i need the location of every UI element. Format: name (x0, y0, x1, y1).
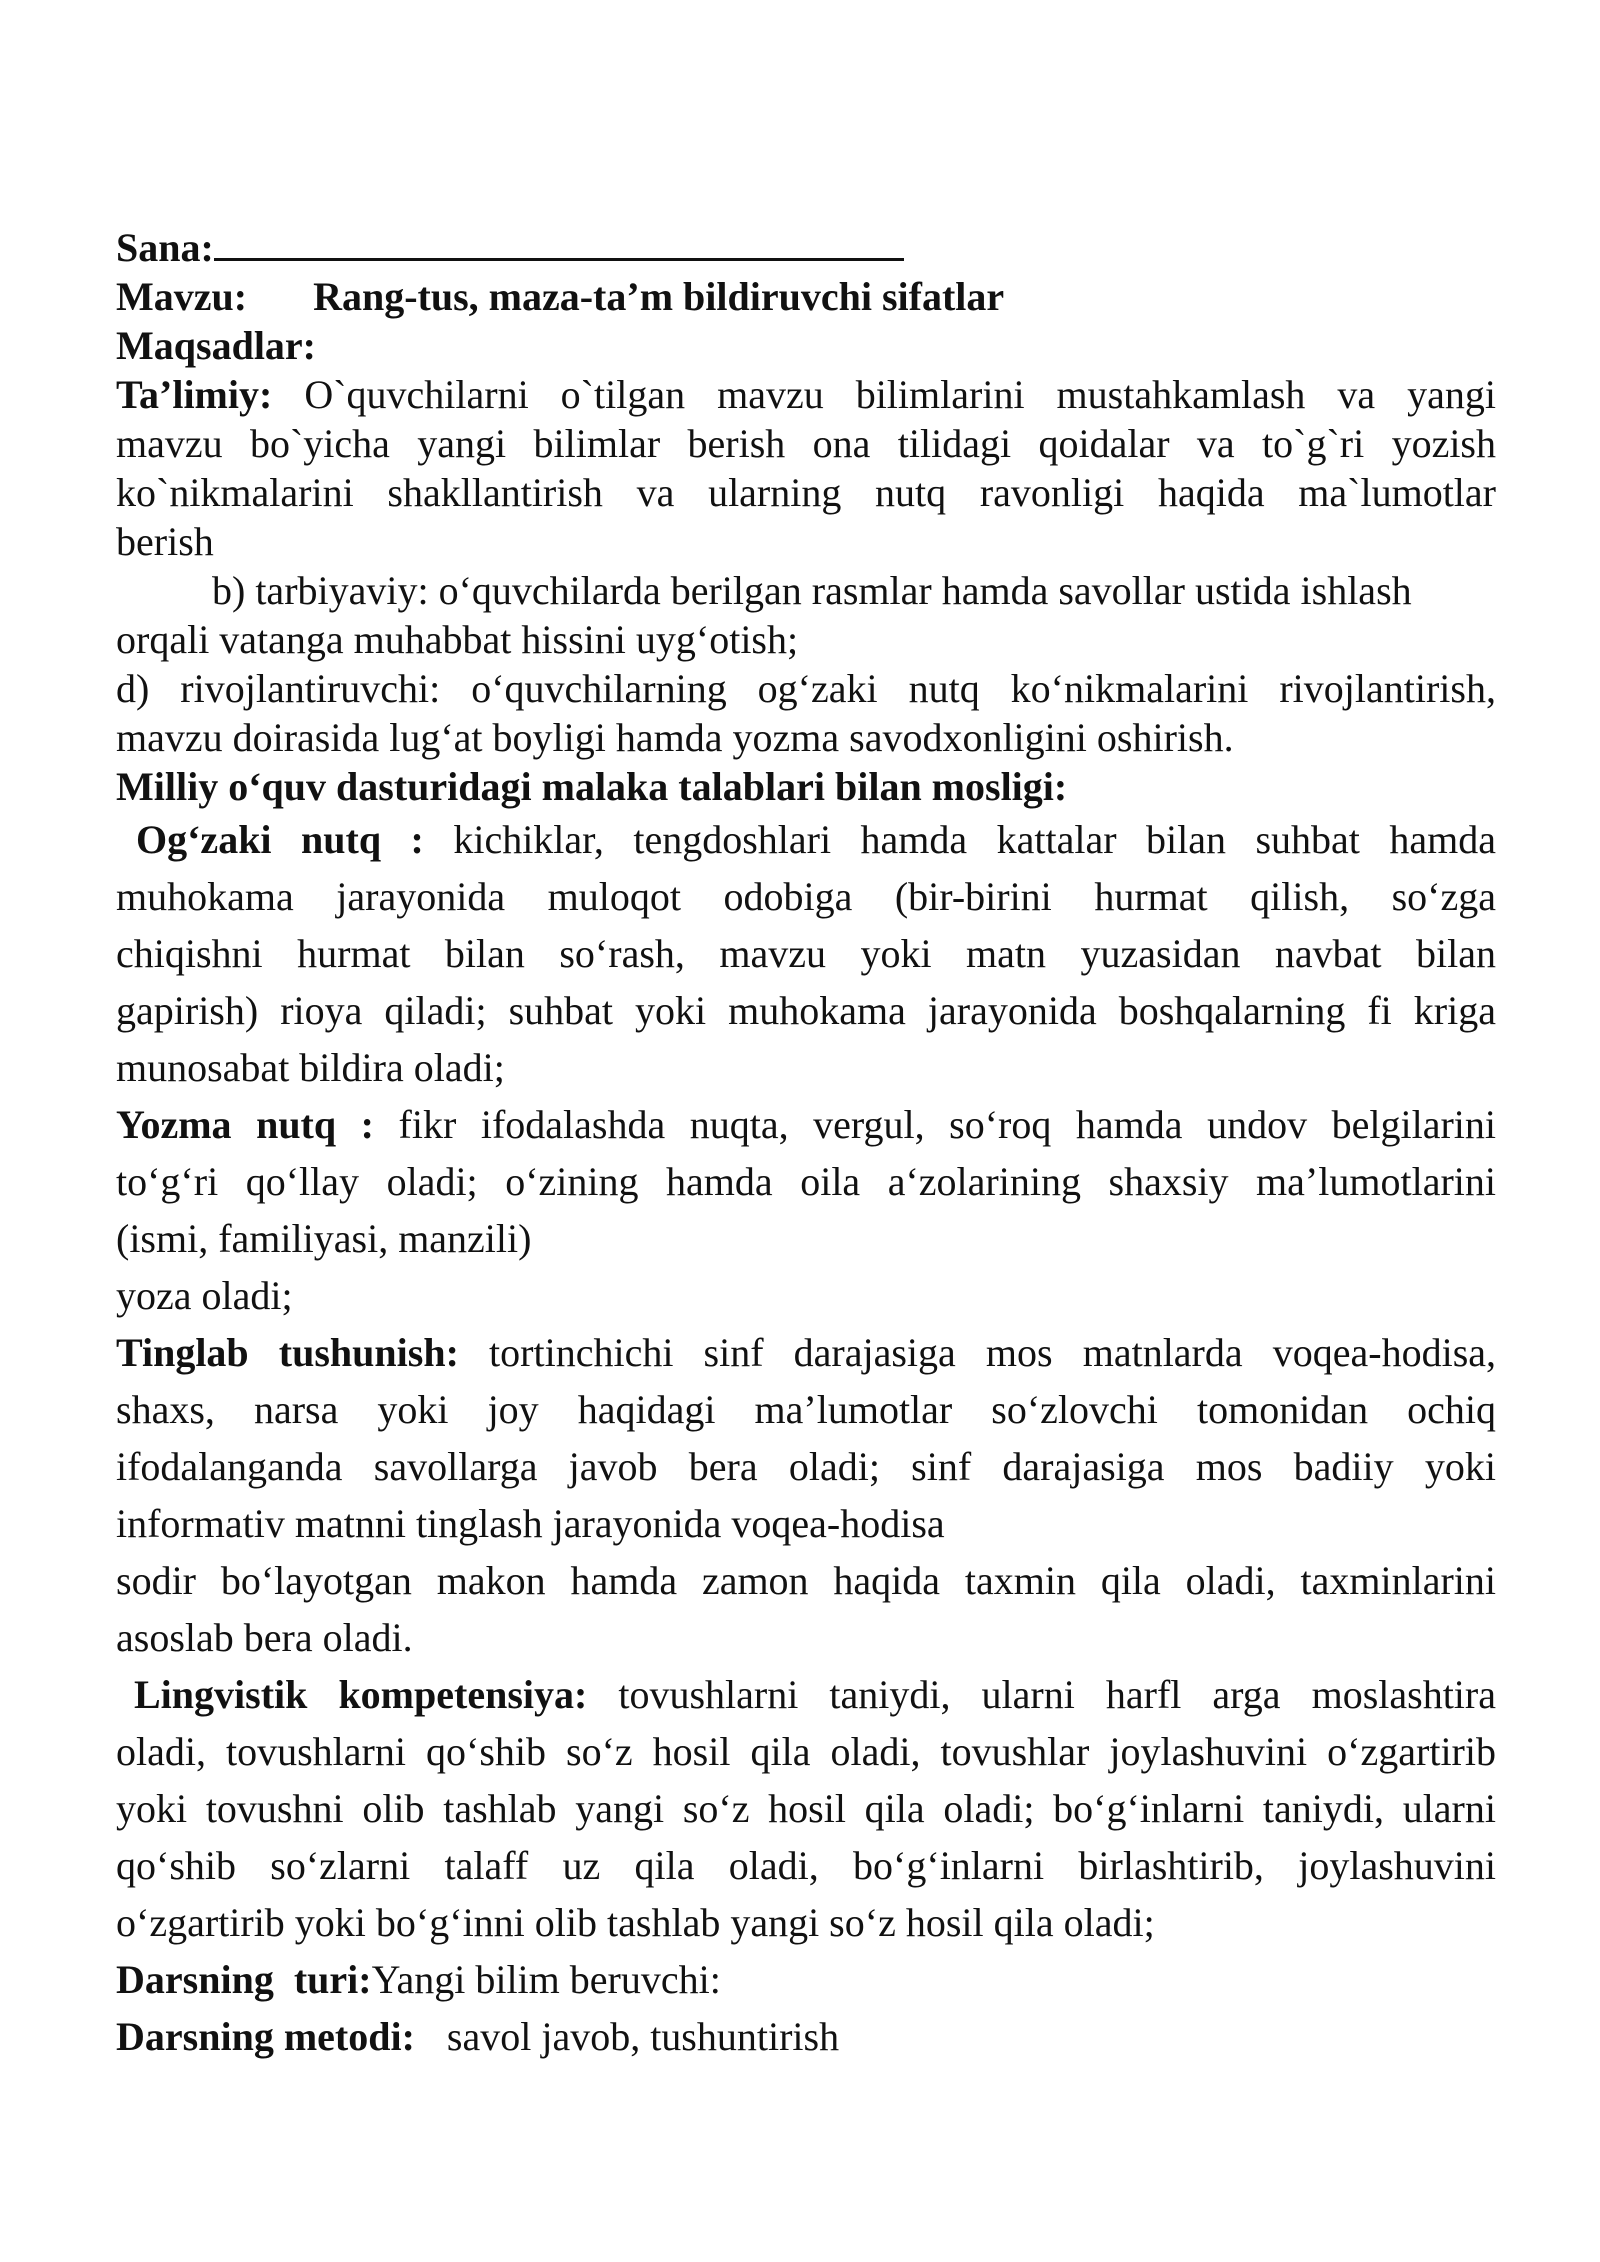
topic-value: Rang-tus, maza-ta’m bildiruvchi sifatlar (313, 274, 1005, 319)
upbringing-goal-line-1: b) tarbiyaviy: o‘quvchilarda berilgan rasmlar hamda savollar ustida ishlash (212, 568, 1412, 613)
developmental-goal (116, 664, 1496, 762)
oral-speech (116, 811, 1496, 1096)
listening-line-3: ifodalanganda savollarga javob bera oladi; sinf darajasiga mos badiiy yoki (116, 1444, 1496, 1489)
lesson-type-value: Yangi bilim beruvchi: (371, 1957, 721, 2002)
lesson-method-value: savol javob, tushuntirish (446, 2014, 840, 2059)
linguistic-line-1: Lingvistik kompetensiya: tovushlarni taniydi, ularni harfl arga moslashtira (134, 1672, 1496, 1717)
linguistic-line-3: yoki tovushni olib tashlab yangi so‘z hosil qila oladi; bo‘g‘inlarni taniydi, ularni (116, 1786, 1496, 1831)
curriculum-heading: Milliy o‘quv dasturidagi malaka talablari bilan mosligi: (116, 764, 1068, 809)
oral-speech-line-2: muhokama jarayonida muloqot odobiga (bir-birini hurmat qilish, so‘zga (116, 874, 1496, 919)
linguistic-line-5: o‘zgartirib yoki bo‘g‘inni olib tashlab yangi so‘z hosil qila oladi; (116, 1900, 1155, 1945)
listening-label: Tinglab tushunish: (116, 1330, 459, 1375)
written-speech-label: Yozma nutq : (116, 1102, 374, 1147)
linguistic-line-4: qo‘shib so‘zlarni talaff uz qila oladi, bo‘g‘inlarni birlashtirib, joylashuvini (116, 1843, 1496, 1888)
educational-goal-line-3: ko`nikmalarini shakllantirish va ularning nutq ravonligi haqida ma`lumotlar (116, 470, 1496, 515)
date-line (116, 218, 1496, 272)
listening-line-5: sodir bo‘layotgan makon hamda zamon haqida taxmin qila oladi, taxminlarini (116, 1558, 1496, 1603)
oral-speech-label: Og‘zaki nutq : (136, 817, 424, 862)
linguistic-label: Lingvistik kompetensiya: (134, 1672, 588, 1717)
educational-goal-line-4: berish (116, 519, 214, 564)
lesson-type-label: Darsning turi: (116, 1957, 372, 2002)
written-speech-line-4: yoza oladi; (116, 1273, 293, 1318)
educational-goal (116, 370, 1496, 566)
lesson-method-label: Darsning metodi: (116, 2014, 415, 2059)
listening-line-1: Tinglab tushunish: tortinchichi sinf darajasiga mos matnlarda voqea-hodisa, (116, 1330, 1497, 1375)
linguistic-line-2: oladi, tovushlarni qo‘shib so‘z hosil qila oladi, tovushlar joylashuvini o‘zgartirib (116, 1729, 1496, 1774)
educational-goal-label: Ta’limiy: (116, 372, 273, 417)
upbringing-goal (116, 566, 1496, 664)
developmental-goal-line-1: d) rivojlantiruvchi: o‘quvchilarning og‘zaki nutq ko‘nikmalarini rivojlantirish, (116, 666, 1496, 711)
developmental-goal-line-2: mavzu doirasida lug‘at boyligi hamda yozma savodxonligini oshirish. (116, 715, 1234, 760)
topic-label: Mavzu: (116, 274, 248, 319)
oral-speech-line-4: gapirish) rioya qiladi; suhbat yoki muhokama jarayonida boshqalarning fi kriga (116, 988, 1496, 1033)
written-speech-line-3: (ismi, familiyasi, manzili) (116, 1216, 532, 1261)
linguistic-competence (116, 1666, 1496, 1951)
lesson-method (116, 2008, 1496, 2065)
topic-line (116, 272, 1496, 321)
lesson-type (116, 1951, 1496, 2008)
oral-speech-line-3: chiqishni hurmat bilan so‘rash, mavzu yoki matn yuzasidan navbat bilan (116, 931, 1496, 976)
educational-goal-line-1: Ta’limiy: O`quvchilarni o`tilgan mavzu bilimlarini mustahkamlash va yangi (116, 372, 1497, 417)
goals-heading: Maqsadlar: (116, 323, 316, 368)
listening-line-2: shaxs, narsa yoki joy haqidagi ma’lumotlar so‘zlovchi tomonidan ochiq (116, 1387, 1496, 1432)
date-blank (214, 218, 904, 261)
upbringing-goal-line-2: orqali vatanga muhabbat hissini uyg‘otish; (116, 617, 799, 662)
listening-comprehension (116, 1324, 1496, 1666)
written-speech-line-1: Yozma nutq : fikr ifodalashda nuqta, vergul, so‘roq hamda undov belgilarini (116, 1102, 1497, 1147)
listening-line-6: asoslab bera oladi. (116, 1615, 413, 1660)
educational-goal-line-2: mavzu bo`yicha yangi bilimlar berish ona tilidagi qoidalar va to`g`ri yozish (116, 421, 1496, 466)
written-speech (116, 1096, 1496, 1324)
oral-speech-line-5: munosabat bildira oladi; (116, 1045, 505, 1090)
written-speech-line-2: to‘g‘ri qo‘llay oladi; o‘zining hamda oila a‘zolarining shaxsiy ma’lumotlarini (116, 1159, 1496, 1204)
date-label: Sana: (116, 225, 214, 270)
listening-line-4: informativ matnni tinglash jarayonida voqea-hodisa (116, 1501, 945, 1546)
document-page (116, 218, 1496, 2065)
oral-speech-line-1: Og‘zaki nutq : kichiklar, tengdoshlari hamda kattalar bilan suhbat hamda (136, 817, 1496, 862)
